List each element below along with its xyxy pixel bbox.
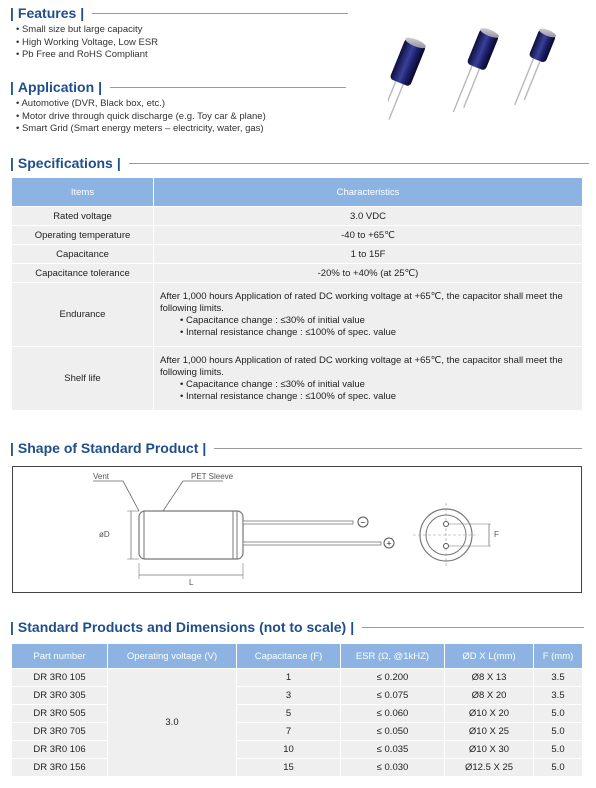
esr: ≤ 0.050	[341, 723, 444, 740]
heading-bar: |	[10, 155, 14, 171]
spec-item: Capacitance tolerance	[12, 264, 153, 282]
heading-bar: |	[98, 79, 103, 95]
specifications-table	[11, 177, 583, 411]
limit-item: • Internal resistance change : ≤100% of spec. value	[180, 391, 576, 403]
spec-row	[12, 245, 582, 263]
capacitor-drawing	[13, 467, 583, 594]
part-number: DR 3R0 505	[12, 705, 107, 722]
spec-item: Capacitance	[12, 245, 153, 263]
products-header: F (mm)	[534, 644, 582, 668]
products-header: Operating voltage (V)	[108, 644, 236, 668]
heading-rule	[129, 163, 589, 164]
heading-bar: |	[116, 155, 121, 171]
part-number: DR 3R0 305	[12, 687, 107, 704]
spec-row	[12, 207, 582, 225]
part-number: DR 3R0 705	[12, 723, 107, 740]
spec-value: -20% to +40% (at 25℃)	[154, 264, 582, 282]
features-item: • Small size but large capacity	[16, 24, 158, 37]
heading-bar: |	[10, 619, 14, 635]
dimensions: Ø10 X 20	[445, 705, 533, 722]
heading-bar: |	[202, 440, 207, 456]
spec-value: 1 to 15F	[154, 245, 582, 263]
capacitance: 15	[237, 759, 340, 776]
products-heading	[10, 619, 584, 635]
spec-row-endurance	[12, 283, 582, 346]
heading-rule	[92, 13, 348, 14]
features-title: Features	[17, 5, 77, 21]
spec-header-characteristics: Characteristics	[154, 178, 582, 206]
capacitance: 7	[237, 723, 340, 740]
pitch: 3.5	[534, 687, 582, 704]
endurance-limits	[160, 315, 576, 339]
features-item: • Pb Free and RoHS Compliant	[16, 49, 158, 62]
plus-label: +	[386, 538, 392, 549]
spec-row	[12, 264, 582, 282]
limit-item: • Internal resistance change : ≤100% of spec. value	[180, 327, 576, 339]
application-heading	[10, 79, 346, 95]
features-list	[16, 24, 158, 62]
spec-header-items: Items	[12, 178, 153, 206]
products-title: Standard Products and Dimensions (not to scale)	[17, 619, 347, 635]
heading-rule	[214, 448, 582, 449]
diameter-label: øD	[99, 530, 110, 539]
products-header: Part number	[12, 644, 107, 668]
minus-label: −	[360, 517, 366, 528]
pitch: 5.0	[534, 741, 582, 758]
spec-value: -40 to +65℃	[154, 226, 582, 244]
heading-bar: |	[350, 619, 355, 635]
vent-label: Vent	[93, 472, 110, 481]
pitch-label: F	[494, 530, 499, 539]
features-item: • High Working Voltage, Low ESR	[16, 37, 158, 50]
capacitance: 1	[237, 669, 340, 686]
esr: ≤ 0.035	[341, 741, 444, 758]
part-number: DR 3R0 156	[12, 759, 107, 776]
spec-item: Rated voltage	[12, 207, 153, 225]
esr: ≤ 0.030	[341, 759, 444, 776]
part-number: DR 3R0 106	[12, 741, 107, 758]
specifications-heading	[10, 155, 589, 171]
application-title: Application	[17, 79, 95, 95]
spec-row-shelf-life	[12, 347, 582, 410]
application-list	[16, 98, 266, 136]
dimensions: Ø10 X 25	[445, 723, 533, 740]
shape-heading	[10, 440, 582, 456]
limit-item: • Capacitance change : ≤30% of initial value	[180, 379, 576, 391]
spec-row	[12, 226, 582, 244]
shelf-life-limits	[160, 379, 576, 403]
application-item: • Automotive (DVR, Black box, etc.)	[16, 98, 266, 111]
products-header: ØD X L(mm)	[445, 644, 533, 668]
specifications-title: Specifications	[17, 155, 113, 171]
operating-voltage: 3.0	[108, 669, 236, 776]
shape-diagram	[12, 466, 582, 593]
esr: ≤ 0.075	[341, 687, 444, 704]
spec-value: 3.0 VDC	[154, 207, 582, 225]
capacitance: 10	[237, 741, 340, 758]
dimensions: Ø10 X 30	[445, 741, 533, 758]
products-header: ESR (Ω, @1kHZ)	[341, 644, 444, 668]
capacitance: 3	[237, 687, 340, 704]
esr: ≤ 0.200	[341, 669, 444, 686]
application-item: • Motor drive through quick discharge (e.g. Toy car & plane)	[16, 111, 266, 124]
products-header: Capacitance (F)	[237, 644, 340, 668]
heading-bar: |	[10, 5, 14, 21]
heading-bar: |	[10, 440, 14, 456]
spec-value	[154, 347, 582, 410]
pitch: 5.0	[534, 705, 582, 722]
length-label: L	[189, 578, 194, 587]
heading-rule	[362, 627, 584, 628]
spec-item: Shelf life	[12, 347, 153, 410]
shape-title: Shape of Standard Product	[17, 440, 199, 456]
pet-sleeve-label: PET Sleeve	[191, 472, 234, 481]
spec-item: Endurance	[12, 283, 153, 346]
part-number: DR 3R0 105	[12, 669, 107, 686]
pitch: 5.0	[534, 759, 582, 776]
capacitor-product-image	[388, 24, 588, 134]
endurance-text: After 1,000 hours Application of rated DC working voltage at +65℃, the capacitor shall meet the following limits.	[160, 290, 563, 314]
pitch: 3.5	[534, 669, 582, 686]
application-item: • Smart Grid (Smart energy meters – electricity, water, gas)	[16, 123, 266, 136]
table-row	[12, 759, 582, 776]
products-table	[11, 643, 583, 777]
table-row	[12, 705, 582, 722]
pitch: 5.0	[534, 723, 582, 740]
dimensions: Ø8 X 13	[445, 669, 533, 686]
table-row	[12, 687, 582, 704]
heading-bar: |	[10, 79, 14, 95]
spec-value	[154, 283, 582, 346]
esr: ≤ 0.060	[341, 705, 444, 722]
heading-rule	[110, 87, 346, 88]
heading-bar: |	[80, 5, 85, 21]
table-row	[12, 723, 582, 740]
table-row	[12, 741, 582, 758]
shelf-life-text: After 1,000 hours Application of rated DC working voltage at +65℃, the capacitor shall meet the following limits.	[160, 354, 563, 378]
dimensions: Ø12.5 X 25	[445, 759, 533, 776]
table-row	[12, 669, 582, 686]
spec-item: Operating temperature	[12, 226, 153, 244]
dimensions: Ø8 X 20	[445, 687, 533, 704]
capacitance: 5	[237, 705, 340, 722]
limit-item: • Capacitance change : ≤30% of initial value	[180, 315, 576, 327]
features-heading	[10, 5, 348, 21]
